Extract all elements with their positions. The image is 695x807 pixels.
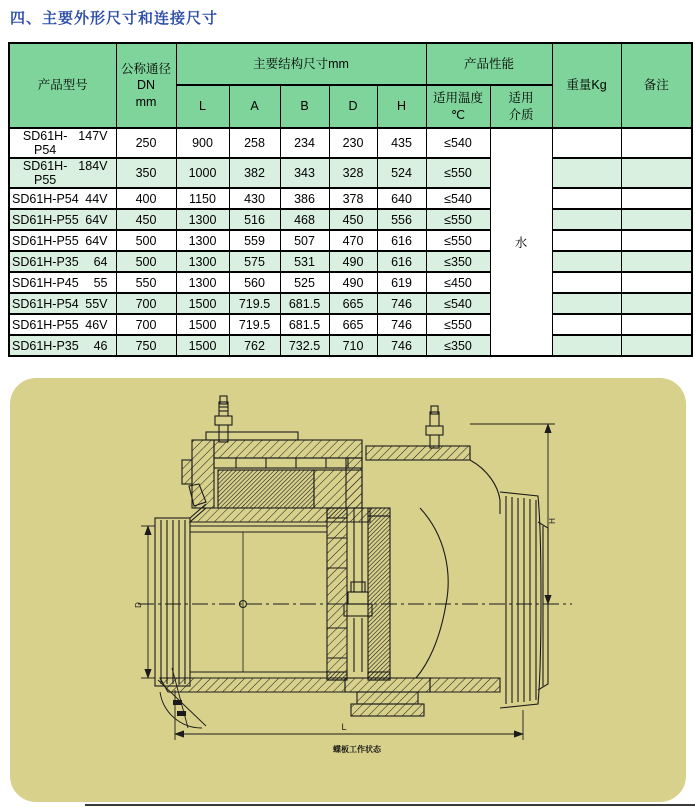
table-row xyxy=(9,188,692,209)
model-text-wrap xyxy=(10,129,116,157)
model-code: SD61H-P55 xyxy=(22,159,68,187)
model-variant: 64 xyxy=(93,254,108,269)
weight-cell xyxy=(552,335,621,356)
dim-B-cell: 531 xyxy=(280,251,329,272)
header-medium-text2: 介质 xyxy=(508,107,534,122)
model-text-wrap xyxy=(10,159,116,187)
model-code: SD61H-P55 xyxy=(12,317,79,332)
footer-rule xyxy=(85,804,695,806)
model-cell xyxy=(9,314,116,335)
header-performance: 产品性能 xyxy=(426,43,552,85)
valve-cross-section-diagram xyxy=(10,378,686,802)
dim-L-cell: 1300 xyxy=(176,251,229,272)
remarks-cell xyxy=(621,128,692,158)
header-dim-A: A xyxy=(229,85,280,128)
dim-H-cell: 619 xyxy=(377,272,426,293)
dn-cell: 500 xyxy=(116,251,176,272)
dimension-D xyxy=(141,526,155,678)
table-row xyxy=(9,293,692,314)
model-cell xyxy=(9,188,116,209)
weight-cell xyxy=(552,209,621,230)
dn-cell: 550 xyxy=(116,272,176,293)
table-row xyxy=(9,335,692,356)
remarks-cell xyxy=(621,314,692,335)
temperature-cell: ≤540 xyxy=(426,188,490,209)
dim-D-cell: 378 xyxy=(329,188,377,209)
dim-H-cell: 435 xyxy=(377,128,426,158)
dim-D-cell: 470 xyxy=(329,230,377,251)
dim-D-cell: 328 xyxy=(329,158,377,188)
dn-cell: 400 xyxy=(116,188,176,209)
label-H: H xyxy=(548,518,557,524)
table-body xyxy=(9,128,692,356)
dim-L-cell: 900 xyxy=(176,128,229,158)
valve-diagram-panel xyxy=(10,378,686,802)
header-dim-D: D xyxy=(329,85,377,128)
dim-A-cell: 762 xyxy=(229,335,280,356)
dim-A-cell: 516 xyxy=(229,209,280,230)
header-weight: 重量Kg xyxy=(552,43,621,128)
header-temp-unit: ℃ xyxy=(451,107,466,122)
weight-cell xyxy=(552,272,621,293)
dim-H-cell: 524 xyxy=(377,158,426,188)
temperature-cell: ≤350 xyxy=(426,335,490,356)
temperature-cell: ≤540 xyxy=(426,293,490,314)
dim-H-cell: 640 xyxy=(377,188,426,209)
model-cell xyxy=(9,335,116,356)
weight-cell xyxy=(552,293,621,314)
temperature-cell: ≤450 xyxy=(426,272,490,293)
dim-L-cell: 1000 xyxy=(176,158,229,188)
dimension-L xyxy=(175,690,523,740)
diagram-caption: 蝶板工作状态 xyxy=(333,745,381,754)
weight-cell xyxy=(552,230,621,251)
label-D: D xyxy=(134,602,143,608)
table-row xyxy=(9,128,692,158)
table-row xyxy=(9,251,692,272)
header-temp-text: 适用温度 xyxy=(433,91,484,106)
model-cell xyxy=(9,293,116,314)
dn-cell: 500 xyxy=(116,230,176,251)
dim-L-cell: 1300 xyxy=(176,209,229,230)
model-code: SD61H-P35 xyxy=(12,254,79,269)
header-remarks: 备注 xyxy=(621,43,692,128)
model-code: SD61H-P45 xyxy=(12,275,79,290)
dim-B-cell: 681.5 xyxy=(280,314,329,335)
dim-L-cell: 1150 xyxy=(176,188,229,209)
model-text-wrap xyxy=(10,192,116,206)
table-row xyxy=(9,209,692,230)
dim-H-cell: 746 xyxy=(377,293,426,314)
dn-cell: 450 xyxy=(116,209,176,230)
dim-D-cell: 230 xyxy=(329,128,377,158)
model-cell xyxy=(9,209,116,230)
dim-D-cell: 710 xyxy=(329,335,377,356)
model-cell xyxy=(9,158,116,188)
table-row xyxy=(9,158,692,188)
temperature-cell: ≤350 xyxy=(426,251,490,272)
remarks-cell xyxy=(621,230,692,251)
header-main-dimensions: 主要结构尺寸mm xyxy=(176,43,426,85)
diagram-disc-assembly xyxy=(327,508,390,680)
dim-A-cell: 430 xyxy=(229,188,280,209)
dim-A-cell: 560 xyxy=(229,272,280,293)
stud-bolt-right xyxy=(426,406,443,448)
remarks-cell xyxy=(621,158,692,188)
dn-cell: 750 xyxy=(116,335,176,356)
model-cell xyxy=(9,272,116,293)
dn-cell: 250 xyxy=(116,128,176,158)
dim-A-cell: 719.5 xyxy=(229,293,280,314)
stud-bolt-left xyxy=(215,396,232,442)
model-code: SD61H-P55 xyxy=(12,233,79,248)
temperature-cell: ≤550 xyxy=(426,158,490,188)
temperature-cell: ≤550 xyxy=(426,230,490,251)
model-variant: 46 xyxy=(93,338,108,353)
model-cell xyxy=(9,251,116,272)
header-temperature xyxy=(426,85,490,128)
model-text-wrap xyxy=(10,213,116,227)
model-cell xyxy=(9,128,116,158)
temperature-cell: ≤540 xyxy=(426,128,490,158)
header-medium xyxy=(490,85,552,128)
dim-B-cell: 507 xyxy=(280,230,329,251)
dim-H-cell: 556 xyxy=(377,209,426,230)
dn-cell: 700 xyxy=(116,293,176,314)
model-code: SD61H-P54 xyxy=(12,191,79,206)
diagram-bonnet xyxy=(182,396,470,508)
model-text-wrap xyxy=(10,297,116,311)
dim-D-cell: 450 xyxy=(329,209,377,230)
remarks-cell xyxy=(621,272,692,293)
remarks-cell xyxy=(621,188,692,209)
dim-D-cell: 490 xyxy=(329,272,377,293)
angle-annotation xyxy=(158,668,206,728)
model-code: SD61H-P54 xyxy=(12,296,79,311)
temperature-cell: ≤550 xyxy=(426,209,490,230)
header-dim-H: H xyxy=(377,85,426,128)
dim-B-cell: 343 xyxy=(280,158,329,188)
dim-B-cell: 525 xyxy=(280,272,329,293)
temperature-cell: ≤550 xyxy=(426,314,490,335)
weight-cell xyxy=(552,251,621,272)
remarks-cell xyxy=(621,251,692,272)
dim-A-cell: 258 xyxy=(229,128,280,158)
dim-L-cell: 1500 xyxy=(176,314,229,335)
remarks-cell xyxy=(621,335,692,356)
model-variant: 55 xyxy=(93,275,108,290)
model-text-wrap xyxy=(10,339,116,353)
model-variant: 44V xyxy=(85,191,108,206)
header-product-model: 产品型号 xyxy=(9,43,116,128)
model-text-wrap xyxy=(10,255,116,269)
dim-A-cell: 559 xyxy=(229,230,280,251)
dim-H-cell: 616 xyxy=(377,251,426,272)
dn-cell: 350 xyxy=(116,158,176,188)
model-code: SD61H-P35 xyxy=(12,338,79,353)
label-L: L xyxy=(341,722,347,732)
dim-L-cell: 1300 xyxy=(176,230,229,251)
weight-cell xyxy=(552,314,621,335)
dim-H-cell: 616 xyxy=(377,230,426,251)
header-nominal-diameter xyxy=(116,43,176,128)
table-row xyxy=(9,272,692,293)
model-cell xyxy=(9,230,116,251)
model-variant: 147V xyxy=(78,129,108,143)
dim-B-cell: 732.5 xyxy=(280,335,329,356)
dim-H-cell: 746 xyxy=(377,314,426,335)
header-dim-B: B xyxy=(280,85,329,128)
model-variant: 55V xyxy=(85,296,108,311)
dim-D-cell: 665 xyxy=(329,314,377,335)
dim-L-cell: 1300 xyxy=(176,272,229,293)
dim-D-cell: 490 xyxy=(329,251,377,272)
header-medium-text1: 适用 xyxy=(508,91,534,106)
dim-L-cell: 1500 xyxy=(176,293,229,314)
model-text-wrap xyxy=(10,234,116,248)
model-variant: 184V xyxy=(78,159,108,173)
model-text-wrap xyxy=(10,276,116,290)
weight-cell xyxy=(552,188,621,209)
table-row xyxy=(9,314,692,335)
model-text-wrap xyxy=(10,318,116,332)
dim-B-cell: 386 xyxy=(280,188,329,209)
model-variant: 64V xyxy=(85,233,108,248)
table-row xyxy=(9,230,692,251)
model-variant: 46V xyxy=(85,317,108,332)
header-dn-abbr: DN xyxy=(136,78,156,93)
model-code: SD61H-P55 xyxy=(12,212,79,227)
remarks-cell xyxy=(621,209,692,230)
header-dim-L: L xyxy=(176,85,229,128)
dim-H-cell: 746 xyxy=(377,335,426,356)
dim-B-cell: 468 xyxy=(280,209,329,230)
model-code: SD61H-P54 xyxy=(22,129,68,157)
dn-cell: 700 xyxy=(116,314,176,335)
header-dn-unit: mm xyxy=(135,94,157,109)
weight-cell xyxy=(552,128,621,158)
diagram-right-body xyxy=(414,446,548,708)
header-dn-text: 公称通径 xyxy=(120,62,171,77)
dim-B-cell: 234 xyxy=(280,128,329,158)
dim-A-cell: 719.5 xyxy=(229,314,280,335)
dim-A-cell: 382 xyxy=(229,158,280,188)
page-title: 四、主要外形尺寸和连接尺寸 xyxy=(10,10,219,27)
remarks-cell xyxy=(621,293,692,314)
dim-B-cell: 681.5 xyxy=(280,293,329,314)
dim-L-cell: 1500 xyxy=(176,335,229,356)
medium-cell: 水 xyxy=(490,128,552,356)
dimension-spec-table xyxy=(8,42,693,357)
dim-D-cell: 665 xyxy=(329,293,377,314)
model-variant: 64V xyxy=(85,212,108,227)
weight-cell xyxy=(552,158,621,188)
dim-A-cell: 575 xyxy=(229,251,280,272)
